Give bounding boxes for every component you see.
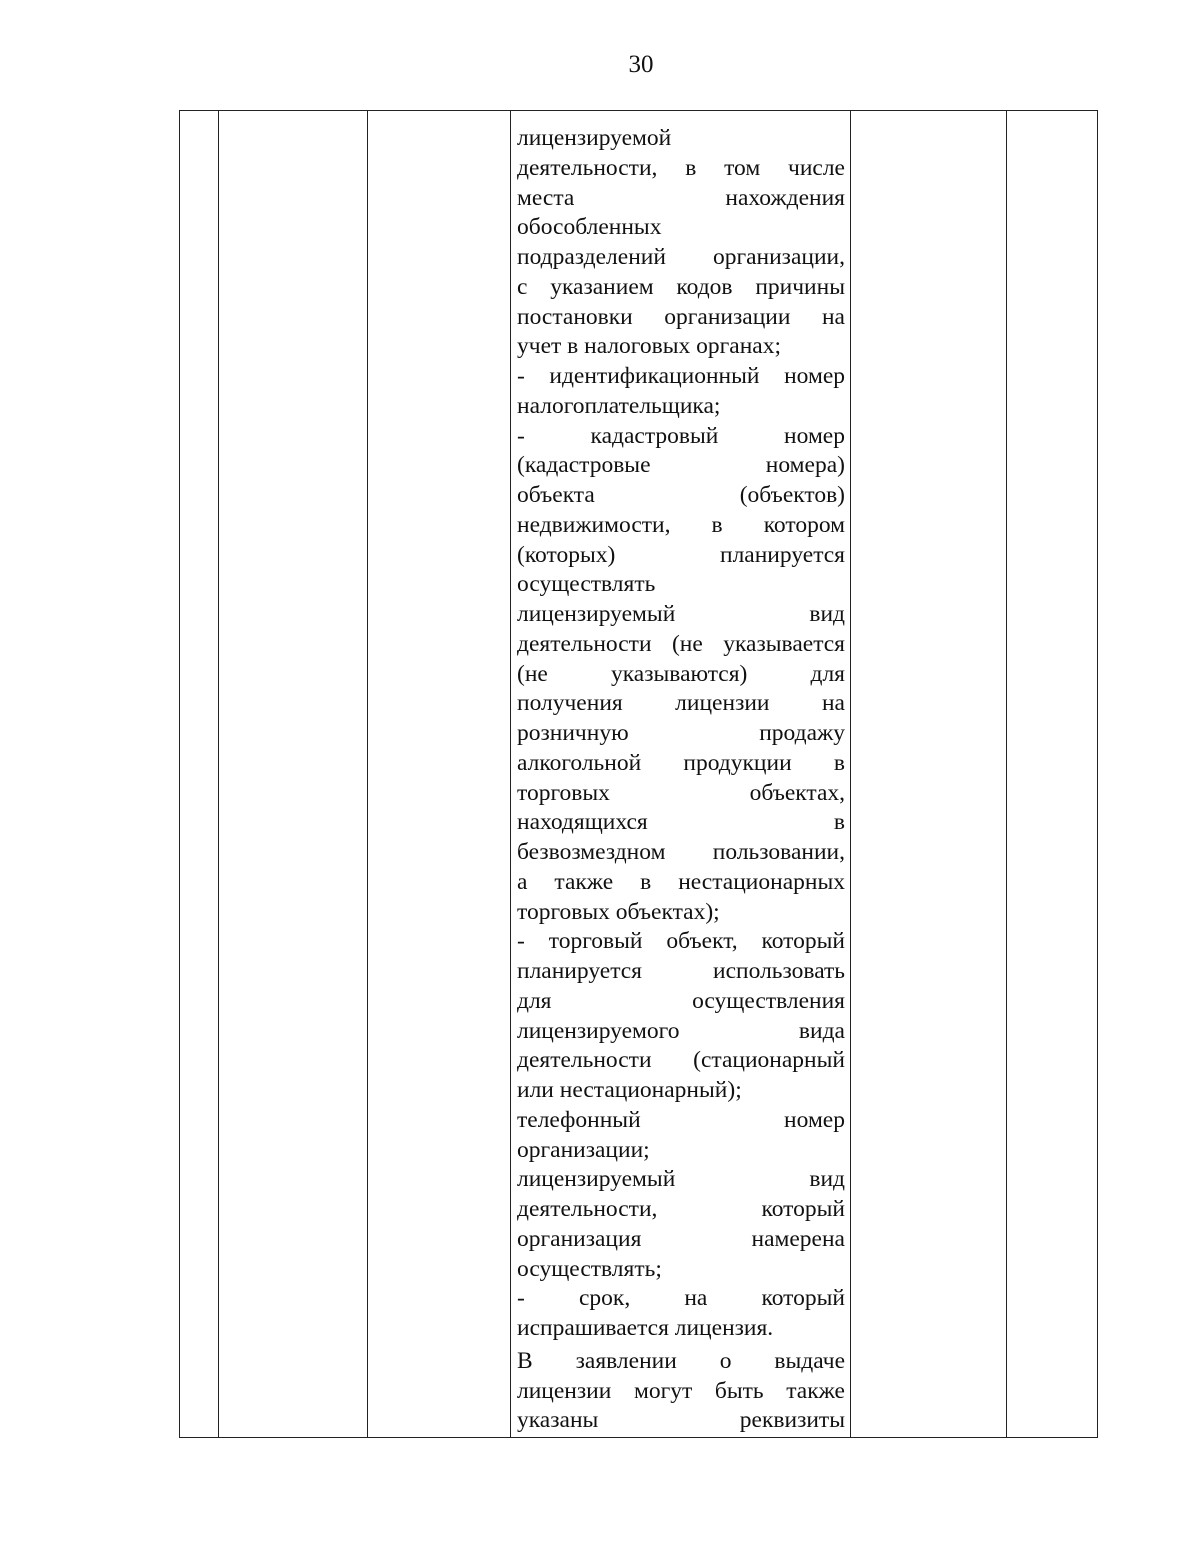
cell-text-line: розничную продажу bbox=[517, 720, 845, 746]
cell-text-line: телефонный номер bbox=[517, 1106, 845, 1133]
column-divider bbox=[367, 111, 368, 1437]
cell-text-line: налогоплательщика; bbox=[517, 392, 721, 419]
cell-text-line: безвозмездном пользовании, bbox=[517, 839, 845, 865]
cell-text-line: лицензируемого вида bbox=[517, 1017, 845, 1044]
cell-text-line: организации; bbox=[517, 1136, 650, 1163]
cell-text-line: планируется использовать bbox=[517, 958, 845, 984]
cell-text-line: объекта (объектов) bbox=[517, 482, 845, 508]
cell-text-line: места нахождения bbox=[517, 184, 845, 211]
cell-text-line: учет в налоговых органах; bbox=[517, 333, 781, 360]
cell-text-line: находящихся в bbox=[517, 809, 845, 836]
cell-text-line: а также в нестационарных bbox=[517, 868, 845, 895]
cell-text-line: или нестационарный); bbox=[517, 1077, 742, 1103]
page-number: 30 bbox=[628, 51, 654, 78]
column-divider bbox=[1006, 111, 1007, 1437]
column-divider bbox=[510, 111, 511, 1437]
cell-text-line: подразделений организации, bbox=[517, 244, 845, 270]
cell-text-line: с указанием кодов причины bbox=[517, 273, 845, 300]
cell-text-line: (которых) планируется bbox=[517, 541, 845, 568]
cell-text-line: получения лицензии на bbox=[517, 690, 845, 717]
table-cell-description bbox=[517, 124, 845, 1436]
cell-text-line: недвижимости, в котором bbox=[517, 511, 845, 538]
column-divider bbox=[850, 111, 851, 1437]
cell-text-line: деятельности (стационарный bbox=[517, 1047, 845, 1074]
cell-text-line: постановки организации на bbox=[517, 303, 845, 330]
cell-text-line: осуществлять bbox=[517, 571, 656, 598]
cell-text-line: лицензируемой bbox=[517, 125, 672, 151]
cell-text-line: (кадастровые номера) bbox=[517, 452, 845, 479]
cell-text-line: торговых объектах); bbox=[517, 898, 720, 925]
cell-text-line: торговых объектах, bbox=[517, 779, 845, 806]
column-divider bbox=[218, 111, 219, 1437]
cell-text-line: указаны реквизиты bbox=[517, 1407, 845, 1434]
cell-text-line: деятельности, который bbox=[517, 1196, 845, 1222]
cell-text-line: лицензируемый вид bbox=[517, 601, 845, 627]
cell-text-line: организация намерена bbox=[517, 1225, 845, 1252]
cell-text-line: (не указываются) для bbox=[517, 660, 845, 687]
cell-text-line: алкогольной продукции в bbox=[517, 749, 845, 776]
cell-text-line: лицензируемый вид bbox=[517, 1166, 845, 1193]
cell-text-line: В заявлении о выдаче bbox=[517, 1347, 845, 1374]
cell-text-line: осуществлять; bbox=[517, 1255, 662, 1282]
cell-text-line: - торговый объект, который bbox=[517, 928, 845, 955]
cell-text-line: обособленных bbox=[517, 214, 662, 241]
requirements-table bbox=[179, 110, 1098, 1438]
cell-text-line: лицензии могут быть также bbox=[517, 1377, 845, 1404]
cell-text-line: для осуществления bbox=[517, 987, 845, 1014]
cell-text-line: - срок, на который bbox=[517, 1285, 845, 1312]
cell-text-line: деятельности, в том числе bbox=[517, 154, 845, 181]
cell-text-line: - идентификационный номер bbox=[517, 363, 845, 389]
cell-text-line: деятельности (не указывается bbox=[517, 630, 845, 657]
cell-text-line: испрашивается лицензия. bbox=[517, 1315, 774, 1341]
cell-text-line: - кадастровый номер bbox=[517, 422, 845, 449]
